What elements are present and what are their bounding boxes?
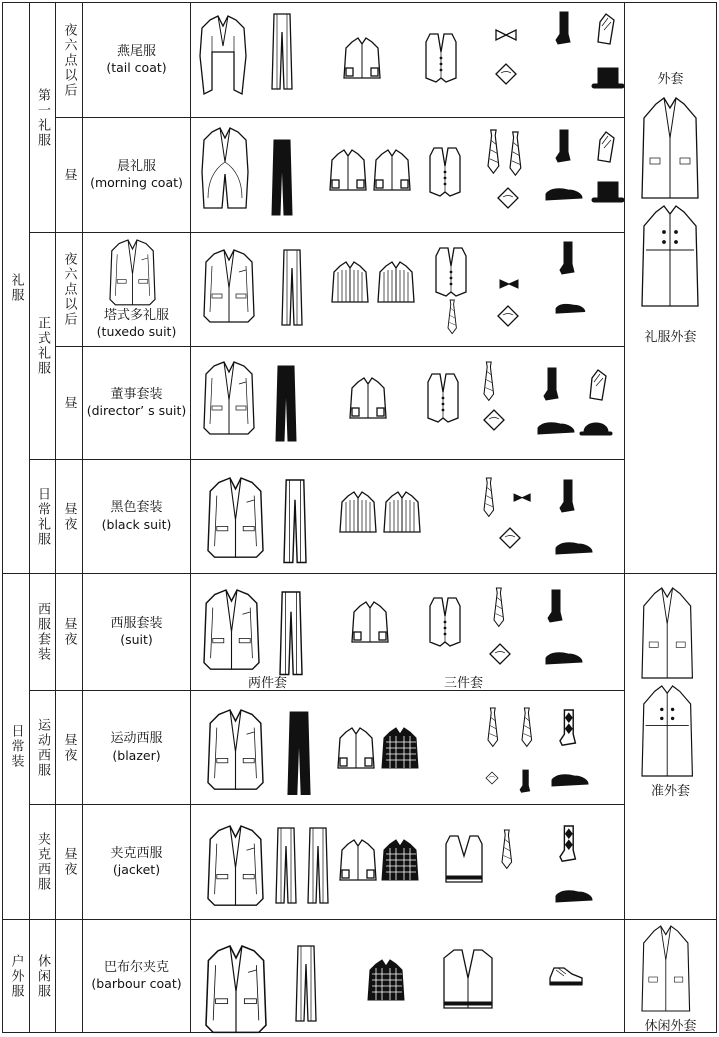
illustration-cell [190,232,625,347]
group-label-formal: 礼服 [8,273,24,303]
casual-overcoat-label: 休闲外套 [644,1019,697,1034]
illustration-cell [190,804,625,920]
subgroup-label-first-formal: 第一礼服 [35,87,50,148]
subgroup-label-suit-set: 西服套装 [35,602,50,662]
garment-name: 晨礼服 (morning coat) [90,158,183,191]
group-label-daily: 日常装 [8,724,24,769]
garment-name: 夹克西服 (jacket) [110,845,163,878]
outerwear-cell-formal [624,2,717,574]
subgroup-label-daily-formal: 日常礼服 [35,486,50,547]
time-cell [55,919,83,1033]
subgroup-label-casual-wear: 休闲服 [35,953,50,999]
garment-name: 董事套装 (director’ s suit) [86,386,187,419]
two-piece-label: 两件套 [248,676,288,691]
group-label-outdoor: 户外服 [8,953,24,999]
time-label: 昼夜 [61,732,77,763]
illustration-cell [190,117,625,233]
subgroup-label-jacket-suit: 夹克西服 [35,832,50,892]
garment-name: 运动西服 (blazer) [110,731,163,763]
time-label: 昼 [61,395,77,411]
garment-name: 巴布尔夹克 (barbour coat) [91,959,182,992]
formal-overcoat-label: 礼服外套 [644,330,697,345]
time-label: 昼夜 [61,501,77,532]
time-label: 昼夜 [61,847,77,877]
garment-name: 西服套装 (suit) [110,615,163,648]
outerwear-cell-daily [624,573,717,920]
illustration-cell [190,919,625,1033]
time-label: 昼 [61,167,77,183]
illustration-cell [190,690,625,805]
illustration-cell [190,2,625,118]
illustration-cell [190,459,625,574]
time-label: 夜六点以后 [61,22,77,98]
three-piece-label: 三件套 [444,676,484,691]
time-label: 昼夜 [61,617,77,647]
overcoat-label: 外套 [657,72,684,87]
subgroup-label-formal-formal: 正式礼服 [35,316,50,376]
garment-name: 燕尾服 (tail coat) [106,43,167,76]
illustration-cell [190,346,625,460]
subgroup-label-sports-suit: 运动西服 [35,717,50,778]
time-label: 夜六点以后 [61,252,77,327]
semi-overcoat-label: 准外套 [650,784,690,799]
garment-name: 塔式多礼服 (tuxedo suit) [96,307,177,340]
garment-name: 黑色套装 (black suit) [101,500,172,532]
